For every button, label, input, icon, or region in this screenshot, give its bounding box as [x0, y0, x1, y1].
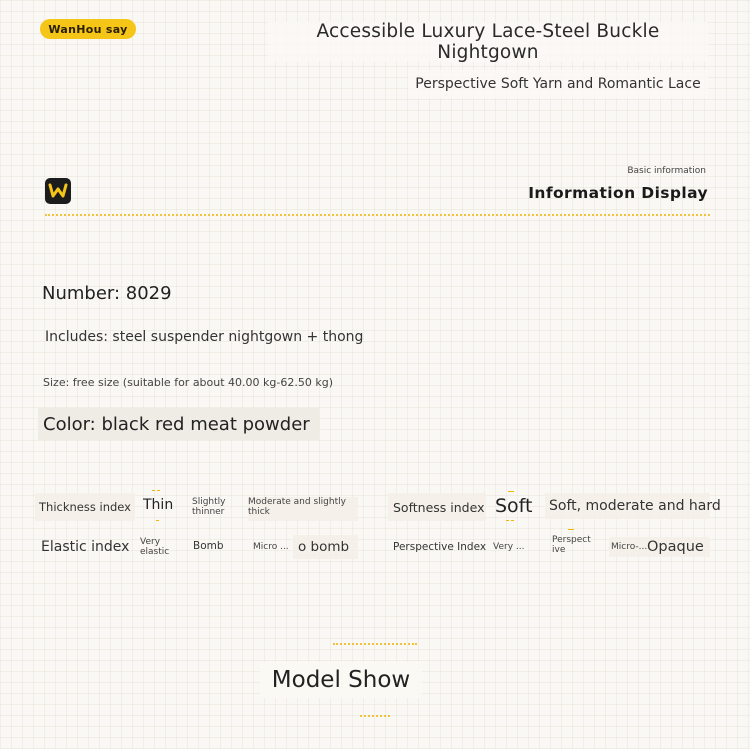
perspective-index-label: Perspective Index — [393, 541, 487, 553]
softness-index-label: Softness index — [388, 493, 486, 521]
model-show-title: Model Show — [260, 662, 422, 698]
model-divider-bottom — [360, 715, 390, 717]
section-small-label: Basic information — [627, 166, 706, 176]
softness-option-range: Soft, moderate and hard — [545, 493, 710, 519]
perspective-option-very: Very ... — [493, 542, 525, 552]
elastic-index-label: Elastic index — [41, 539, 130, 555]
perspective-marker-top — [568, 529, 574, 531]
product-subtitle: Perspective Soft Yarn and Romantic Lace — [408, 70, 708, 98]
product-color: Color: black red meat powder — [38, 408, 319, 440]
brand-badge: WanHou say — [40, 19, 136, 39]
thickness-marker-bottom — [156, 520, 159, 522]
softness-marker-bottom — [506, 520, 514, 522]
thickness-index-label: Thickness index — [35, 493, 135, 521]
w-logo-icon — [48, 183, 68, 199]
elastic-option-very-elastic: Very elastic — [140, 537, 170, 557]
model-divider-top — [333, 643, 417, 645]
product-title: Accessible Luxury Lace-Steel Buckle Nightgown — [268, 22, 708, 62]
brand-logo-icon — [45, 178, 71, 204]
softness-marker-top — [508, 491, 514, 493]
softness-option-soft: Soft — [495, 495, 533, 517]
thickness-option-thin: Thin — [143, 497, 174, 513]
thickness-option-moderate: Moderate and slightly thick — [248, 497, 358, 521]
product-size: Size: free size (suitable for about 40.00 kg-62.50 kg) — [43, 376, 333, 389]
thickness-option-slightly-thinner: Slightly thinner — [192, 497, 226, 517]
elastic-option-bomb: Bomb — [193, 540, 224, 552]
elastic-option-o-bomb: o bomb — [293, 535, 358, 559]
perspective-option-micro: Micro-... — [609, 537, 647, 557]
perspective-option-perspective: Perspect ive — [552, 535, 591, 555]
thickness-marker-top — [152, 490, 160, 492]
perspective-option-opaque: Opaque — [647, 537, 710, 557]
product-includes: Includes: steel suspender nightgown + thong — [45, 329, 364, 345]
section-divider — [45, 214, 710, 217]
elastic-option-micro: Micro ... — [253, 542, 289, 552]
section-heading: Information Display — [528, 184, 708, 202]
product-number: Number: 8029 — [42, 283, 172, 304]
